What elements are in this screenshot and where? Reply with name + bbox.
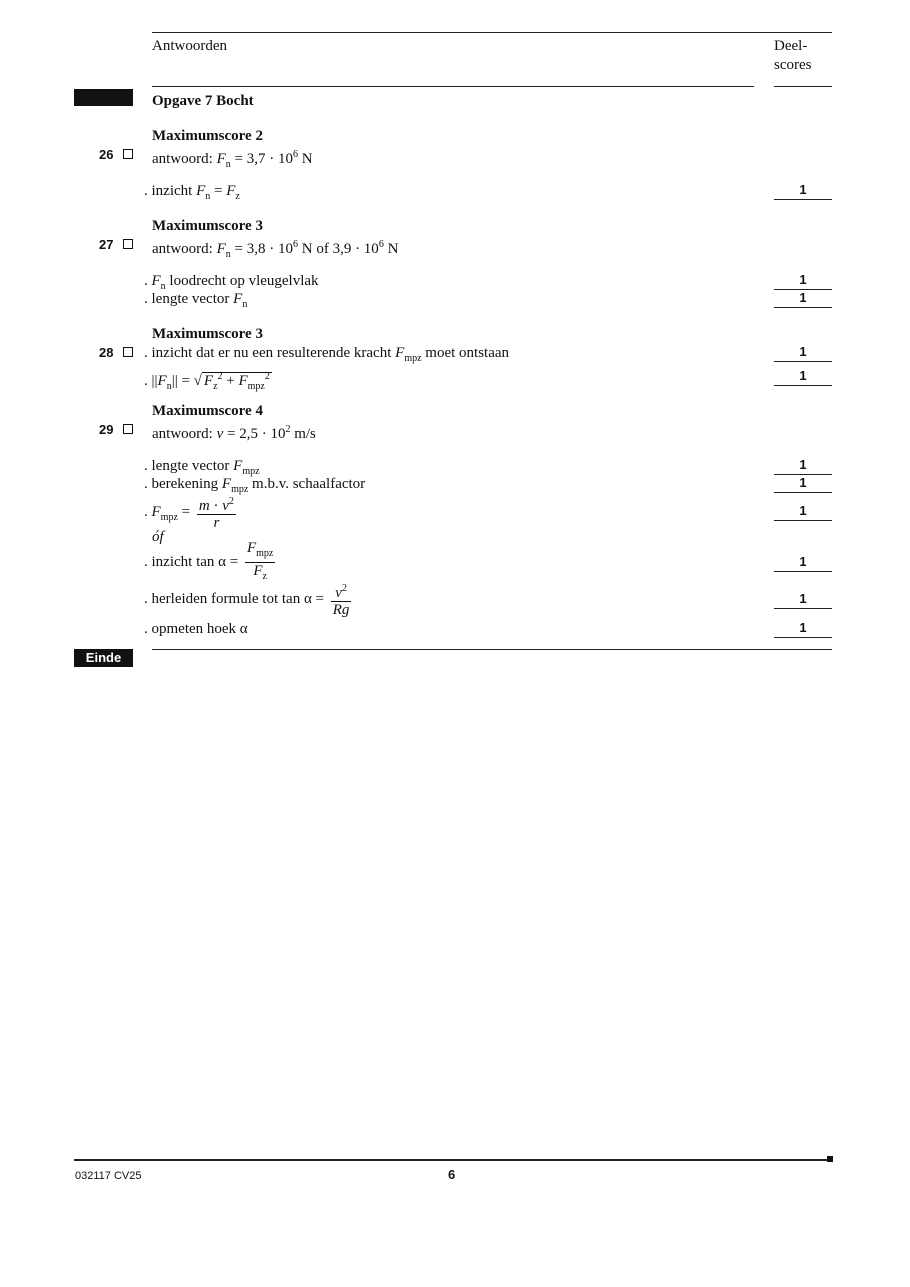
q27-max-score: Maximumscore 3 [152,218,263,234]
q29-item-3-score: 1 [774,502,832,521]
end-rule [152,649,832,650]
scores-heading-line1: Deel- [774,38,808,54]
q29-item-4-score: 1 [774,553,832,572]
checkbox-icon [123,347,133,357]
checkbox-icon [123,239,133,249]
header-bottom-rule [152,86,754,87]
q27-answer: antwoord: $F_n = 3,8 \cdot 10^6$ N of $3,9 \cdot 10^6$ N [152,239,399,260]
q29-item-2-score: 1 [774,474,832,493]
q27-item-2: . lengte vector $F_n$ [144,291,248,310]
q26-item-1-score: 1 [774,181,832,200]
q26-item-1: . inzicht $F_n = F_z$ [144,183,240,202]
q27-answer-prefix: antwoord: [152,241,213,257]
footer-marker [827,1156,833,1162]
scores-header-rule [774,86,832,87]
q27-item-1: . $F_n$ loodrecht op vleugelvlak [144,273,319,292]
q26-number: 26 [99,147,114,162]
q27-item-1-score: 1 [774,271,832,290]
q29-answer-prefix: antwoord: [152,426,213,442]
q29-item-3-formula: . $F_{mpz}$ = $\frac{m \cdot v^2}{r}$ [144,496,234,531]
q26-answer-prefix: antwoord: [152,151,213,167]
q27-number: 27 [99,237,114,252]
scores-heading-line2: scores [774,57,812,73]
q26-label [99,146,133,164]
q29-item-1-score: 1 [774,456,832,475]
q28-item-2-formula: . $||F_n||$ = √ $F_z^2 + F_{mpz}^2$ [144,371,270,392]
q28-item-2-score: 1 [774,367,832,386]
q29-item-6: . opmeten hoek α [144,621,248,637]
q29-item-6-score: 1 [774,619,832,638]
answers-heading: Antwoorden [152,38,227,54]
q29-answer: antwoord: $v = 2,5 \cdot 10^2$ m/s [152,424,316,442]
footer-code: 032117 CV25 [75,1170,142,1182]
checkbox-icon [123,149,133,159]
q29-max-score: Maximumscore 4 [152,403,263,419]
q26-answer: antwoord: $F_n = 3,7 \cdot 10^6$ N [152,149,313,170]
q29-item-1: . lengte vector $F_{mpz}$ [144,458,260,477]
checkbox-icon [123,424,133,434]
q29-item-2: . berekening $F_{mpz}$ m.b.v. schaalfactor [144,476,366,495]
q27-item-2-score: 1 [774,289,832,308]
q29-item-4: . inzicht tan α = $\frac{F_{mpz}}{F_z}$ [144,540,274,582]
q29-item-5-score: 1 [774,590,832,609]
q28-item-1: . inzicht dat er nu een resulterende kracht $F_{mpz}$ moet ontstaan [144,345,510,364]
q29-or-label: óf [152,529,164,545]
q28-number: 28 [99,345,114,360]
q28-item-1-score: 1 [774,343,832,362]
end-label: Einde [74,649,133,667]
q29-number: 29 [99,422,114,437]
section-marker-bar [74,89,133,106]
header-top-rule [152,32,832,33]
footer-rule [74,1159,830,1161]
q29-item-5: . herleiden formule tot tan α = $\frac{v^2}{Rg}$ [144,583,350,618]
section-title: Opgave 7 Bocht [152,93,254,109]
q26-max-score: Maximumscore 2 [152,128,263,144]
q28-label [99,344,133,362]
q28-max-score: Maximumscore 3 [152,326,263,342]
q29-label [99,421,133,439]
page-number: 6 [448,1167,456,1182]
q27-label [99,236,133,254]
